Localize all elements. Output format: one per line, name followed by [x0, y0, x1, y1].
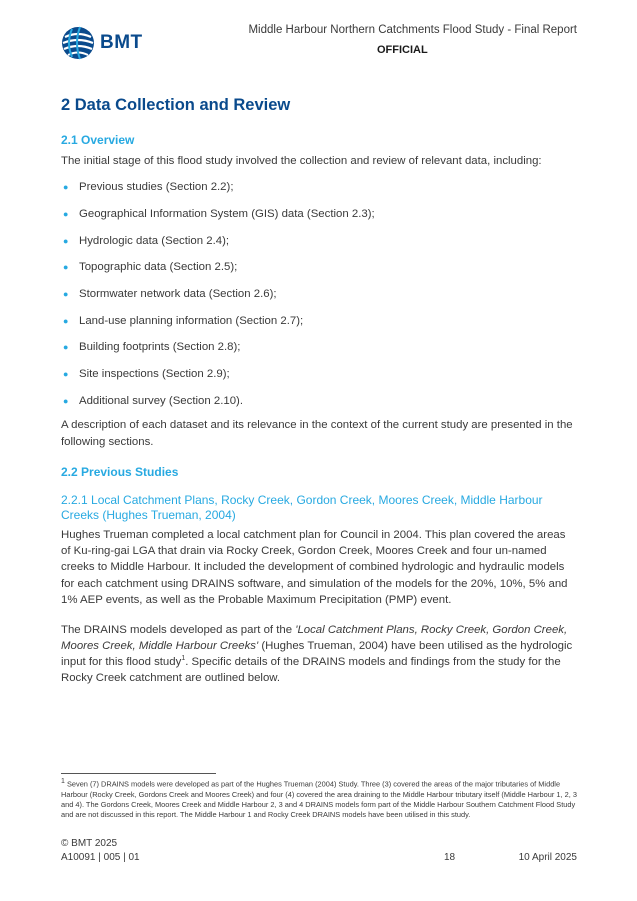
bullet-dot-icon: ●	[63, 342, 69, 353]
bullet-text: Building footprints (Section 2.8);	[79, 341, 241, 354]
bullet-dot-icon: ●	[63, 315, 69, 326]
bullet-text: Hydrologic data (Section 2.4);	[79, 234, 230, 247]
footnote-marker: 1	[61, 778, 65, 785]
para2-text-c: . Specific details of the DRAINS models and findings from the study for the Rocky Creek catchment are outlined below.	[61, 656, 561, 685]
footer-page-number: 18	[444, 852, 456, 863]
para2-text-b: (Hughes Trueman, 2004) have been utilised as the hydrologic input for this flood study	[61, 640, 573, 669]
bullet-text: Site inspections (Section 2.9);	[79, 368, 230, 380]
overview-heading: 2.1 Overview	[61, 133, 135, 147]
footnote-text: Seven (7) DRAINS models were developed as part of the Hughes Trueman (2004) Study. Three (3) covered the areas of the major tributaries of Middle Harbour (Rocky Creek, Gordons Creek and Moores Creek) and four (4) covered the area draining to the Middle Harbour tributary itself (Middle Harbour 1, 2, 3 and 4). The Gordons Creek, Moores Creek and Middle Harbour 2, 3 and 4 DRAINS models form part of the Middle Harbour Southern Catchment Flood Study and are not discussed in this report. The Middle Harbour 1 and Rocky Creek DRAINS models have been utilised in this study.	[61, 779, 577, 819]
para2-italic-title: 'Local Catchment Plans, Rocky Creek, Gordon Creek, Moores Creek, Middle Harbour Creeks'	[61, 623, 568, 653]
footer-doc-ref: A10091 | 005 | 01	[61, 852, 140, 863]
bullet-item	[61, 207, 578, 234]
footnote	[61, 777, 581, 820]
report-title: Middle Harbour Northern Catchments Flood Study - Final Report	[248, 24, 577, 36]
bullet-item	[61, 367, 578, 394]
bullet-text: Previous studies (Section 2.2);	[79, 181, 234, 194]
bmt-logo	[60, 22, 150, 64]
bullet-item	[61, 287, 578, 314]
paragraph-drains-models	[61, 622, 578, 687]
overview-outro: A description of each dataset and its relevance in the context of the current study are presented in the following sections.	[61, 419, 573, 448]
subsection-heading: 2.2.1 Local Catchment Plans, Rocky Creek, Gordon Creek, Moores Creek, Middle Harbour Creeks (Hughes Trueman, 2004)	[61, 492, 543, 523]
bmt-globe-icon	[60, 25, 96, 61]
bullet-dot-icon: ●	[63, 182, 69, 193]
section-title: 2 Data Collection and Review	[61, 96, 291, 114]
bullet-item	[61, 234, 578, 261]
bullet-item	[61, 394, 578, 421]
footnote-divider	[61, 773, 216, 774]
bullet-text: Stormwater network data (Section 2.6);	[79, 287, 277, 300]
footnote-reference[interactable]: 1	[181, 655, 186, 663]
bullet-text: Additional survey (Section 2.10).	[79, 394, 243, 407]
bullet-dot-icon: ●	[63, 208, 69, 219]
previous-studies-heading: 2.2 Previous Studies	[61, 464, 179, 479]
bullet-dot-icon: ●	[63, 262, 69, 273]
main-content	[61, 96, 578, 687]
footer-date: 10 April 2025	[518, 852, 577, 863]
overview-intro: The initial stage of this flood study involved the collection and review of relevant data, including:	[61, 155, 542, 167]
data-bullet-list	[61, 180, 578, 420]
bullet-text: Topographic data (Section 2.5);	[79, 261, 238, 274]
classification-label: OFFICIAL	[377, 44, 428, 56]
bullet-item	[61, 314, 578, 341]
bullet-text: Land-use planning information (Section 2.7);	[79, 314, 304, 327]
bullet-text: Geographical Information System (GIS) data (Section 2.3);	[79, 207, 375, 220]
bullet-item	[61, 260, 578, 287]
paragraph-hughes-trueman: Hughes Trueman completed a local catchment plan for Council in 2004. This plan covered the areas of Ku-ring-gai LGA that drain via Rocky Creek, Gordon Creek, Moores Creek and four un-named creeks to Middle Harbour. It included the development of combined hydrologic and hydraulic models for each catchment using DRAINS software, and simulation of the models for the 20%, 10%, 5% and 1% AEP events, as well as the Probable Maximum Precipitation (PMP) event.	[61, 528, 568, 606]
bullet-dot-icon: ●	[63, 369, 69, 379]
bullet-dot-icon: ●	[63, 395, 69, 406]
bullet-dot-icon: ●	[63, 288, 69, 299]
bullet-dot-icon: ●	[63, 235, 69, 246]
footer-copyright: © BMT 2025	[61, 838, 118, 849]
bullet-item	[61, 340, 578, 367]
logo-text: BMT	[100, 32, 143, 53]
bullet-item	[61, 180, 578, 207]
para2-text-a: The DRAINS models developed as part of the	[61, 623, 296, 636]
